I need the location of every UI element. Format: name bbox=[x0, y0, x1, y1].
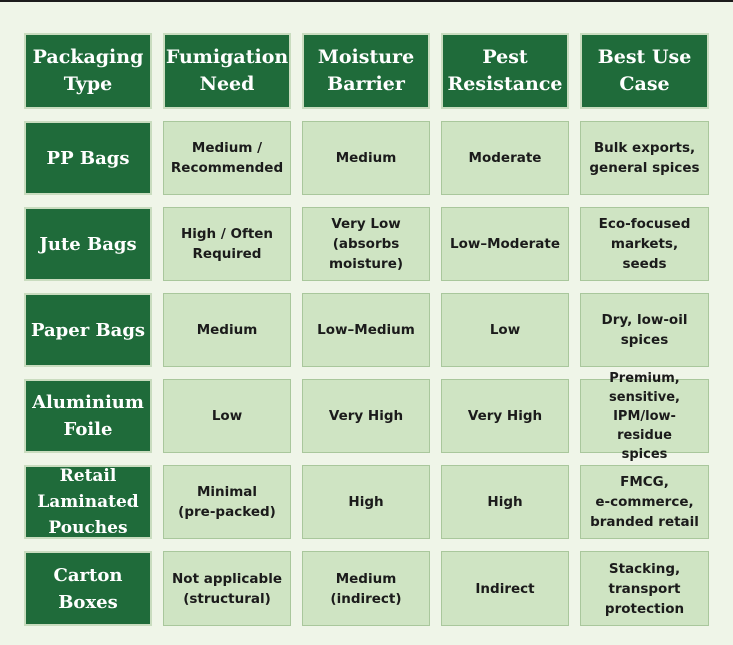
cell-value: Stacking, transport protection bbox=[604, 560, 685, 617]
table-cell-moisture bbox=[302, 379, 430, 453]
cell-value: Low–Moderate bbox=[449, 236, 560, 252]
row-header-carton-boxes bbox=[24, 551, 152, 626]
row-label: Paper Bags bbox=[30, 319, 146, 341]
cell-value: Medium / Recommended bbox=[170, 140, 284, 176]
header-label: Fumigation Need bbox=[165, 46, 289, 95]
table-cell-moisture bbox=[302, 465, 430, 539]
cell-value: Very High bbox=[328, 408, 404, 424]
row-header-retail-laminated-pouches bbox=[24, 465, 152, 539]
table-cell-fumigation bbox=[163, 379, 291, 453]
cell-value: Medium bbox=[196, 322, 258, 338]
table-cell-fumigation bbox=[163, 293, 291, 367]
table-cell-moisture bbox=[302, 121, 430, 195]
table-cell-pest bbox=[441, 293, 569, 367]
cell-value: Premium, sensitive, IPM/low-residue spices bbox=[609, 370, 680, 462]
header-label: Best Use Case bbox=[597, 46, 692, 95]
cell-value: Eco-focused markets, seeds bbox=[598, 216, 691, 272]
row-label: Carton Boxes bbox=[53, 564, 123, 613]
row-label: Jute Bags bbox=[39, 233, 137, 255]
cell-value: Medium bbox=[335, 150, 397, 166]
row-label: Aluminium Foile bbox=[32, 392, 144, 440]
table-cell-moisture bbox=[302, 293, 430, 367]
table-cell-use-case bbox=[580, 121, 709, 195]
cell-value: Low bbox=[211, 408, 243, 424]
cell-value: FMCG, e-commerce, branded retail bbox=[590, 474, 699, 530]
cell-value: Very Low (absorbs moisture) bbox=[328, 216, 404, 272]
header-moisture-barrier bbox=[302, 33, 430, 109]
cell-value: Moderate bbox=[468, 150, 542, 166]
table-cell-pest bbox=[441, 379, 569, 453]
row-label: PP Bags bbox=[46, 147, 130, 169]
header-label: Packaging Type bbox=[32, 46, 144, 95]
table-cell-pest bbox=[441, 465, 569, 539]
cell-value: Low–Medium bbox=[317, 322, 415, 338]
cell-value: High bbox=[487, 494, 523, 510]
cell-value: Medium (indirect) bbox=[330, 570, 402, 607]
table-cell-use-case bbox=[580, 370, 709, 462]
table-cell-use-case bbox=[580, 551, 709, 626]
table-cell-fumigation bbox=[163, 551, 291, 626]
header-best-use-case bbox=[580, 33, 709, 109]
row-header-aluminium-foile bbox=[24, 379, 152, 453]
cell-value: Low bbox=[489, 322, 521, 338]
row-label: Retail Laminated Pouches bbox=[37, 466, 139, 538]
table-cell-fumigation bbox=[163, 207, 291, 281]
header-fumigation-need bbox=[163, 33, 291, 109]
row-header-paper-bags bbox=[24, 293, 152, 367]
table-cell-use-case bbox=[580, 465, 709, 539]
header-packaging-type bbox=[24, 33, 152, 109]
table-cell-use-case bbox=[580, 293, 709, 367]
header-label: Moisture Barrier bbox=[317, 46, 415, 95]
table-cell-pest bbox=[441, 551, 569, 626]
cell-value: Minimal (pre-packed) bbox=[178, 484, 276, 520]
table-cell-moisture bbox=[302, 551, 430, 626]
cell-value: Indirect bbox=[475, 580, 535, 597]
cell-value: Not applicable (structural) bbox=[172, 570, 282, 607]
header-label: Pest Resistance bbox=[447, 46, 563, 95]
cell-value: High / Often Required bbox=[180, 226, 274, 262]
row-header-pp-bags bbox=[24, 121, 152, 195]
header-pest-resistance bbox=[441, 33, 569, 109]
table-cell-pest bbox=[441, 121, 569, 195]
row-header-jute-bags bbox=[24, 207, 152, 281]
table-cell-use-case bbox=[580, 207, 709, 281]
table-cell-fumigation bbox=[163, 465, 291, 539]
cell-value: Bulk exports, general spices bbox=[589, 140, 700, 176]
top-border-line bbox=[0, 0, 733, 2]
table-cell-moisture bbox=[302, 207, 430, 281]
cell-value: Very High bbox=[467, 408, 543, 424]
table-cell-pest bbox=[441, 207, 569, 281]
cell-value: Dry, low-oil spices bbox=[601, 312, 688, 348]
cell-value: High bbox=[348, 494, 384, 510]
table-cell-fumigation bbox=[163, 121, 291, 195]
